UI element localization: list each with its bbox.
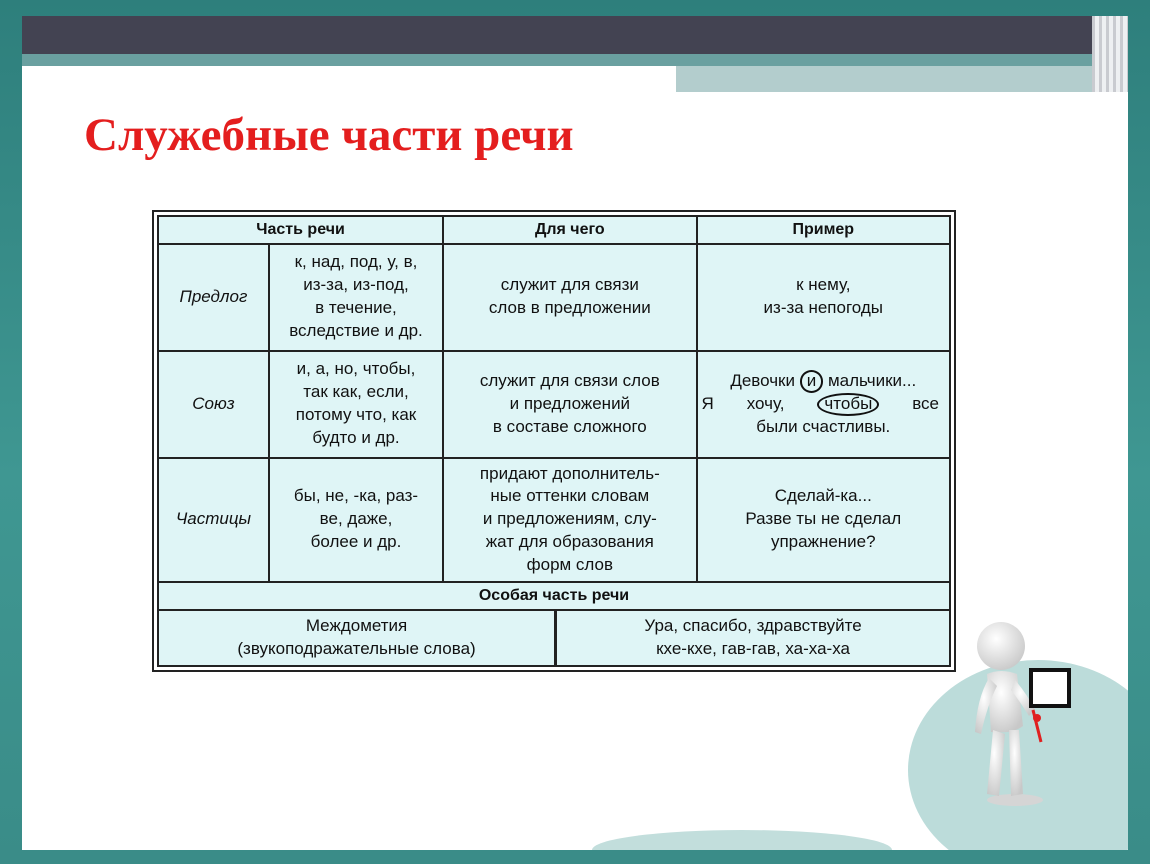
table-row	[158, 610, 950, 666]
part-name: Частицы	[158, 458, 269, 582]
slide	[22, 16, 1128, 850]
circled-word: чтобы	[817, 393, 879, 416]
word-line: вследствие и др.	[289, 321, 423, 341]
purpose-line: ные оттенки словам	[490, 486, 650, 506]
special-line: Междометия	[305, 616, 408, 636]
word-line: ве, даже,	[319, 509, 393, 529]
header-example: Пример	[697, 216, 950, 244]
example-cell	[697, 458, 950, 582]
interjection-name	[159, 611, 556, 665]
word-line: будто и др.	[312, 428, 400, 448]
example-line	[702, 393, 945, 416]
special-row	[158, 610, 950, 666]
example-line: упражнение?	[770, 532, 876, 552]
purpose-line: в составе сложного	[492, 416, 647, 436]
purpose-cell	[443, 351, 696, 458]
word-line: и, а, но, чтобы,	[296, 359, 416, 379]
part-name: Предлог	[158, 244, 269, 351]
word-line: в течение,	[315, 298, 397, 318]
interjection-examples	[556, 611, 949, 665]
word-list	[269, 244, 443, 351]
header-purpose: Для чего	[443, 216, 696, 244]
purpose-line: и предложений	[509, 393, 631, 413]
purpose-line: придают дополнитель-	[479, 463, 660, 483]
word-line: из-за, из-под,	[303, 275, 409, 295]
special-line: кхе-кхе, гав-гав, ха-ха-ха	[656, 638, 850, 658]
example-line: Разве ты не сделал	[745, 509, 902, 529]
header-part: Часть речи	[158, 216, 443, 244]
slide-title: Служебные части речи	[84, 109, 574, 161]
purpose-line: форм слов	[526, 555, 614, 575]
accent-band	[22, 54, 1092, 66]
word-line: более и др.	[310, 532, 402, 552]
purpose-line: и предложениям, слу-	[482, 509, 657, 529]
table-row	[158, 351, 950, 458]
parts-of-speech-table	[152, 210, 956, 672]
top-bar	[22, 16, 1128, 54]
figure-with-board-icon	[965, 614, 1075, 810]
special-line: (звукоподражательные слова)	[237, 638, 476, 658]
purpose-line: жат для образования	[485, 532, 654, 552]
purpose-cell	[443, 458, 696, 582]
example-line: были счастливы.	[756, 416, 891, 436]
example-line: к нему,	[796, 275, 851, 295]
decorative-wave-bottom	[592, 830, 892, 850]
table-row	[158, 244, 950, 351]
accent-band-light	[676, 66, 1092, 92]
purpose-line: служит для связи слов	[479, 370, 660, 390]
word-list	[269, 458, 443, 582]
example-line: из-за непогоды	[763, 298, 884, 318]
example-word: все	[912, 393, 939, 413]
example-word: Девочки	[730, 370, 795, 390]
word-line: бы, не, -ка, раз-	[293, 486, 419, 506]
example-cell	[697, 244, 950, 351]
word-list	[269, 351, 443, 458]
purpose-line: служит для связи	[500, 275, 639, 295]
table-row	[158, 458, 950, 582]
special-line: Ура, спасибо, здравствуйте	[644, 616, 862, 636]
example-word: хочу,	[746, 393, 785, 413]
example-word: мальчики...	[827, 370, 917, 390]
part-name: Союз	[158, 351, 269, 458]
example-word: Я	[701, 393, 714, 413]
purpose-line: слов в предложении	[488, 298, 651, 318]
example-line	[702, 370, 945, 393]
circled-word: и	[800, 370, 824, 393]
purpose-cell	[443, 244, 696, 351]
decorative-stripes	[1092, 16, 1128, 92]
example-cell	[697, 351, 950, 458]
word-line: к, над, под, у, в,	[294, 252, 418, 272]
word-line: так как, если,	[303, 382, 409, 402]
example-line: Сделай-ка...	[774, 486, 872, 506]
special-header: Особая часть речи	[158, 582, 950, 610]
word-line: потому что, как	[295, 405, 417, 425]
